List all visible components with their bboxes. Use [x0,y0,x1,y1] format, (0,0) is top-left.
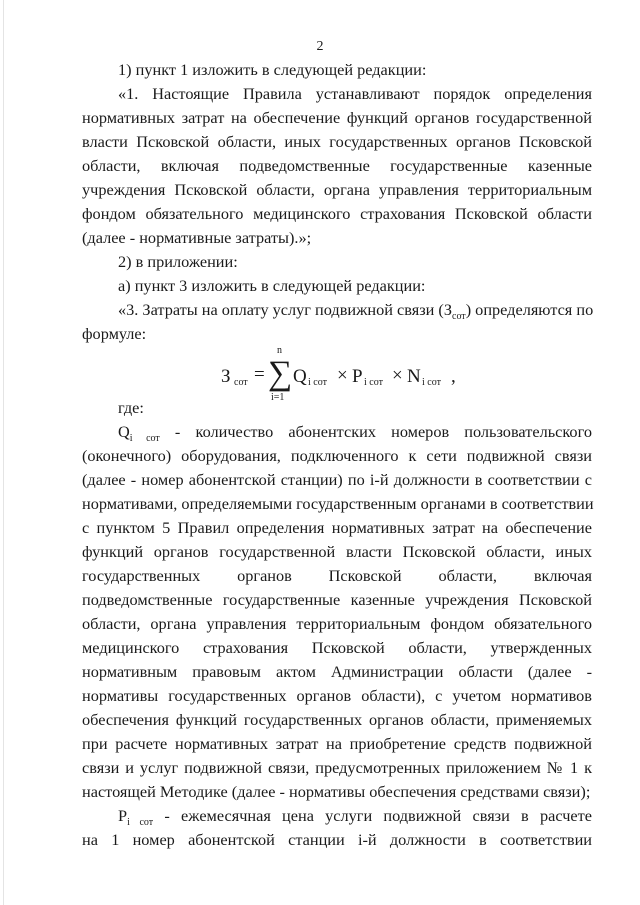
text-line: 2) в приложении: [118,252,238,271]
text-line: «1. Настоящие Правила устанавливают порядок определения [118,84,592,103]
text-line: области, включая подведомственные государственные казенные [82,156,592,175]
text-run: «3. Затраты на оплату услуг подвижной связи (З [118,300,452,319]
formula-p: P [352,366,363,387]
text-line: а) пункт 3 изложить в следующей редакции: [118,276,426,295]
text-run: ) определяются по [465,300,594,319]
formula-q: Q [293,366,307,387]
text-line: с пунктом 5 Правил определения нормативных затрат на обеспечение [82,518,592,537]
formula-times: × [337,365,348,386]
scan-edge [3,0,4,905]
page-number: 2 [316,39,324,54]
where-label: где: [118,398,144,417]
text-line: нормативами, определяемыми государственным органами в соответствии [82,494,594,513]
symbol: Q [118,422,130,441]
text-line: (далее - номер абонентской станции) по i-й должности в соответствии с [82,470,592,489]
text-run: - количество абонентских номеров пользовательского [159,422,592,441]
sum-lower-limit: i=1 [271,392,285,403]
formula-p-subscript: i сот [364,377,383,388]
text-line: нормативным правовым актом Администрации области (далее - [82,662,592,681]
text-line: функций органов государственной власти Псковской области, иных [82,542,592,561]
subscript: i сот [127,817,154,828]
text-line: государственных органов Псковской области, включая [82,566,592,585]
text-line: области, органа управления территориальным фондом обязательного [82,614,592,633]
subscript: i сот [129,433,160,444]
text-line: при расчете нормативных затрат на приобретение средств подвижной [82,734,592,753]
formula-times: × [392,365,403,386]
formula [0,345,640,404]
text-line: нормативы государственных органов области), с учетом нормативов [82,686,592,705]
text-line: власти Псковской области, иных государственных органов Псковской [82,132,592,151]
text-line: учреждения Псковской области, органа управления территориальным [82,180,592,199]
definition-p-first-line [118,806,592,829]
sum-upper-limit: n [277,345,282,356]
text-line: формуле: [82,324,147,343]
formula-equals: = [254,364,265,385]
formula-n: N [407,366,421,387]
text-line: фондом обязательного медицинского страхования Псковской области [82,204,592,223]
text-line: на 1 номер абонентской станции i-й должности в соответствии [82,830,592,849]
formula-comma: , [451,366,456,387]
formula-lhs: З [221,366,231,387]
text-line: (оконечного) оборудования, подключенного к сети подвижной связи [82,446,592,465]
text-line: 1) пункт 1 изложить в следующей редакции: [118,60,427,79]
text-line: нормативных затрат на обеспечение функций органов государственной [82,108,592,127]
sum-symbol: ∑ [268,355,293,392]
formula-n-subscript: i сот [422,377,441,388]
text-line: (далее - нормативные затраты).»; [82,228,312,247]
text-line: медицинского страхования Псковской области, утвержденных [82,638,592,657]
subscript: сот [452,311,466,322]
text-line: связи и услуг подвижной связи, предусмотренных приложением № 1 к [82,758,592,777]
formula-q-subscript: i сот [308,377,327,388]
text-line: обеспечения функций государственных органов области, применяемых [82,710,592,729]
symbol: P [118,806,128,825]
formula-lhs-subscript: сот [234,377,248,388]
text-run: - ежемесячная цена услуги подвижной связи в расчете [153,806,592,825]
text-line: подведомственные государственные казенные учреждения Псковской [82,590,592,609]
text-line-with-subscript [118,300,592,323]
text-line: настоящей Методике (далее - нормативы обеспечения средствами связи); [82,782,591,801]
definition-q-first-line [118,422,592,445]
